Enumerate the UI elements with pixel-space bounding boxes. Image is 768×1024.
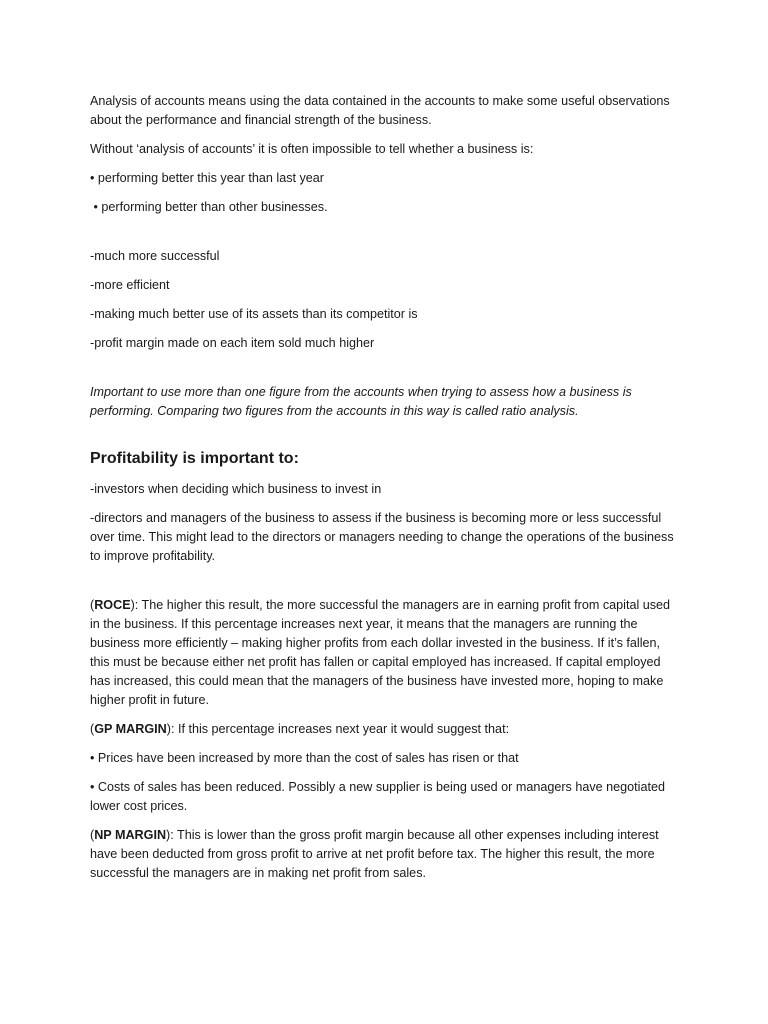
intro-paragraph: Analysis of accounts means using the data contained in the accounts to make some useful observations about the performance and financial strength of the business.	[90, 94, 670, 127]
ratio-analysis-note: Important to use more than one figure from the accounts when trying to assess how a business is performing. Comparing two figures from the accounts in this way is called ratio analysis.	[90, 385, 632, 418]
intro-question: Without ‘analysis of accounts’ it is often impossible to tell whether a business is:	[90, 142, 534, 156]
open-paren: (	[90, 598, 95, 612]
roce-paragraph	[90, 596, 676, 710]
ratio-key: GP MARGIN	[94, 722, 167, 736]
ratio-text: ): The higher this result, the more successful the managers are in earning profit from capital used in the business. If this percentage increases next year, it means that the managers are running the business more efficiently – making higher profits from each dollar invested in the business. If it’s fallen, this must be because either net profit has fallen or capital employed has increased. If capital employed has increased, this could mean that the managers of the business have invested more, hoping to make higher profit in future.	[90, 598, 671, 707]
section-heading: Profitability is important to:	[90, 450, 299, 467]
dash-item: -more efficient	[90, 278, 170, 292]
ratio-key: NP MARGIN	[94, 828, 167, 842]
bullet-item: • performing better than other businesses.	[90, 200, 328, 214]
ratio-text: ): If this percentage increases next year it would suggest that:	[166, 722, 510, 736]
dash-item: -much more successful	[90, 249, 220, 263]
gp-paragraph	[90, 720, 676, 739]
np-paragraph	[90, 826, 676, 883]
ratio-text: ): This is lower than the gross profit margin because all other expenses including interest have been deducted from gross profit to arrive at net profit before tax. The higher this result, the more successful the managers are in making net profit from sales.	[90, 828, 659, 880]
open-paren: (	[90, 722, 95, 736]
bullet-item: • Prices have been increased by more than the cost of sales has risen or that	[90, 751, 519, 765]
dash-item: -profit margin made on each item sold much higher	[90, 336, 375, 350]
bullet-item: • Costs of sales has been reduced. Possibly a new supplier is being used or managers have negotiated lower cost prices.	[90, 780, 665, 813]
dash-item: -investors when deciding which business to invest in	[90, 482, 382, 496]
dash-item: -directors and managers of the business to assess if the business is becoming more or less successful over time. This might lead to the directors or managers needing to change the operations of the business to improve profitability.	[90, 511, 674, 563]
ratio-key: ROCE	[94, 598, 131, 612]
dash-item: -making much better use of its assets than its competitor is	[90, 307, 418, 321]
bullet-item: • performing better this year than last year	[90, 171, 325, 185]
open-paren: (	[90, 828, 95, 842]
